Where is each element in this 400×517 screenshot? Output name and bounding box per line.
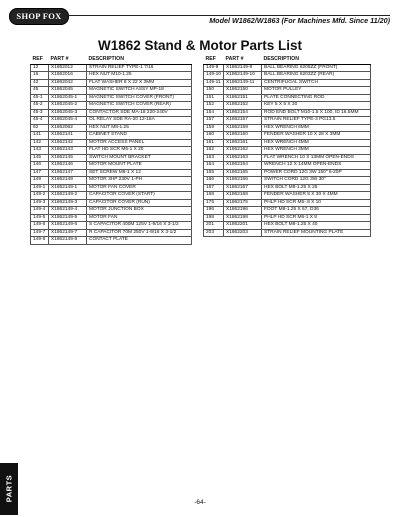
ref-cell: 160 (204, 132, 224, 140)
description-cell: HEX BOLT M8-1.25 X 40 (262, 222, 371, 230)
description-cell: HEX NUT M8-1.25 (87, 124, 192, 132)
table-row (31, 132, 192, 140)
table-row (31, 139, 192, 147)
table-row (204, 192, 371, 200)
description-cell: CAPACITOR COVER (RUN) (87, 199, 192, 207)
description-cell: SET SCREW M6-1 X 12 (87, 169, 192, 177)
table-row (204, 169, 371, 177)
description-cell: CONTACT PLATE (87, 237, 192, 245)
ref-cell: 45-3 (31, 109, 49, 117)
page-number: -64- (194, 499, 206, 506)
table-row (31, 72, 192, 80)
description-cell: CONTACTOR SDE MA-18 220-240V (87, 109, 192, 117)
ref-cell: 16 (31, 72, 49, 80)
description-cell: MOTOR FAN COVER (87, 184, 192, 192)
ref-cell: 167 (204, 184, 224, 192)
table-row (204, 139, 371, 147)
description-cell: ROD END BOLT M10-1.5 X 100, ID 16.5MM (262, 109, 371, 117)
description-cell: SWITCH CORD 12G 3W 30" (262, 177, 371, 185)
part-number-cell: X1862165 (224, 169, 262, 177)
table-row (31, 169, 192, 177)
table-row (204, 222, 371, 230)
part-header: PART # (49, 56, 87, 64)
table-row (31, 147, 192, 155)
part-number-cell: X1862147 (49, 169, 87, 177)
table-row (204, 72, 371, 80)
description-cell: MOTOR ACCESS PANEL (87, 139, 192, 147)
part-number-cell: X1862045-3 (49, 109, 87, 117)
ref-cell: 149-4 (31, 207, 49, 215)
description-cell: HEX BOLT M8-1.25 X 25 (262, 184, 371, 192)
table-row (31, 64, 192, 72)
part-number-cell: X1862145 (49, 154, 87, 162)
ref-cell: 45-1 (31, 94, 49, 102)
table-row (31, 199, 192, 207)
description-cell: MOTOR 3HP 230V 1-PH (87, 177, 192, 185)
table-row (204, 94, 371, 102)
ref-cell: 163 (204, 154, 224, 162)
part-number-cell: X1862149-6 (49, 222, 87, 230)
table-row (31, 229, 192, 237)
shop-fox-logo (9, 8, 69, 25)
table-row (204, 214, 371, 222)
description-cell: HEX WRENCH 3MM (262, 147, 371, 155)
ref-cell: 159 (204, 124, 224, 132)
table-row (31, 222, 192, 230)
ref-cell: 203 (204, 229, 224, 237)
ref-cell: 149-3 (31, 199, 49, 207)
part-number-cell: X1862159 (224, 124, 262, 132)
description-cell: MOTOR JUNCTION BOX (87, 207, 192, 215)
description-cell: MAGNETIC SWITCH COVER (REAR) (87, 102, 192, 110)
description-header: DESCRIPTION (87, 56, 192, 64)
part-number-cell: X1862016 (49, 72, 87, 80)
table-row (204, 147, 371, 155)
part-number-cell: X1862143 (49, 147, 87, 155)
part-number-cell: X1862152 (224, 102, 262, 110)
ref-cell: 201 (204, 222, 224, 230)
part-number-cell: X1862149-4 (49, 207, 87, 215)
table-row (31, 124, 192, 132)
table-row (31, 207, 192, 215)
table-row (31, 154, 192, 162)
description-cell: BALL BEARING 6203ZZ (REAR) (262, 72, 371, 80)
description-header: DESCRIPTION (262, 56, 371, 64)
ref-header: REF (31, 56, 49, 64)
table-row (31, 109, 192, 117)
ref-cell: 147 (31, 169, 49, 177)
description-cell: FLAT WASHER 8 X 22 X 3MM (87, 79, 192, 87)
description-cell: PHLP HD SCR M6-1 X 8 (262, 214, 371, 222)
part-number-cell: X1862045-1 (49, 94, 87, 102)
description-cell: FENDER WASHER 8 X 30 X 4MM (262, 192, 371, 200)
logo-text: SHOP FOX (16, 11, 62, 21)
ref-cell: 154 (204, 109, 224, 117)
part-number-cell: X1862150 (224, 87, 262, 95)
ref-cell: 151 (204, 94, 224, 102)
description-cell: CAPACITOR COVER (START) (87, 192, 192, 200)
part-number-cell: X1862149-3 (49, 199, 87, 207)
part-number-cell: X1862157 (224, 117, 262, 125)
table-row (31, 79, 192, 87)
ref-cell: 45 (31, 87, 49, 95)
description-cell: BALL BEARING 6205ZZ (FRONT) (262, 64, 371, 72)
part-number-cell: X1862164 (224, 162, 262, 170)
part-number-cell: X1862149 (49, 177, 87, 185)
ref-cell: 149-7 (31, 229, 49, 237)
ref-cell: 149-10 (204, 72, 224, 80)
ref-cell: 149-1 (31, 184, 49, 192)
table-row (31, 102, 192, 110)
description-cell: R CAPACITOR 70M 250V 1-9/16 X 3-1/2 (87, 229, 192, 237)
part-number-cell: X1862149-9 (224, 64, 262, 72)
description-cell: PLATE CONNECTING ROD (262, 94, 371, 102)
part-number-cell: X1862149-7 (49, 229, 87, 237)
description-cell: MOTOR FAN (87, 214, 192, 222)
table-row (31, 237, 192, 245)
part-number-cell: X1862160 (224, 132, 262, 140)
part-number-cell: X1862151 (224, 94, 262, 102)
part-number-cell: X1862062 (49, 124, 87, 132)
description-cell: HEX WRENCH 4MM (262, 139, 371, 147)
part-number-cell: X1862146 (49, 162, 87, 170)
ref-cell: 141 (31, 132, 49, 140)
part-number-cell: X1862141 (49, 132, 87, 140)
table-row (204, 124, 371, 132)
table-row (204, 199, 371, 207)
ref-cell: 42 (31, 79, 49, 87)
description-cell: HEX NUT M10-1.25 (87, 72, 192, 80)
description-cell: FLAT WRENCH 10 X 13MM OPEN-ENDS (262, 154, 371, 162)
part-number-cell: X1862149-10 (224, 72, 262, 80)
description-cell: STRAIN RELIEF MOUNTING PLATE (262, 229, 371, 237)
description-cell: PHLP HD SCR M5-.8 X 10 (262, 199, 371, 207)
part-number-cell: X1862042 (49, 79, 87, 87)
ref-cell: 142 (31, 139, 49, 147)
description-cell: STRAIN RELIEF TYPE-1 7/16 (87, 64, 192, 72)
table-row (31, 117, 192, 125)
ref-cell: 149-2 (31, 192, 49, 200)
ref-cell: 157 (204, 117, 224, 125)
description-cell: MAGNETIC SWITCH COVER (FRONT) (87, 94, 192, 102)
part-number-cell: X1862149-1 (49, 184, 87, 192)
description-cell: STRAIN RELIEF TYPE-3 PG13.5 (262, 117, 371, 125)
table-row (31, 94, 192, 102)
description-cell: CENTRIFUGAL SWITCH (262, 79, 371, 87)
ref-cell: 45-2 (31, 102, 49, 110)
ref-cell: 12 (31, 64, 49, 72)
part-number-cell: X1862142 (49, 139, 87, 147)
table-row (31, 87, 192, 95)
part-number-cell: X1862168 (224, 192, 262, 200)
table-row (204, 117, 371, 125)
parts-side-tab (0, 463, 18, 515)
table-row (204, 154, 371, 162)
part-number-cell: X1862045-4 (49, 117, 87, 125)
parts-table-left (30, 56, 192, 245)
part-number-cell: X1862149-11 (224, 79, 262, 87)
description-cell: S CAPACITOR 400M 125V 1-9/16 X 3-1/2 (87, 222, 192, 230)
description-cell: MOTOR MOUNT PLATE (87, 162, 192, 170)
ref-header: REF (204, 56, 224, 64)
table-row (204, 184, 371, 192)
ref-cell: 45-4 (31, 117, 49, 125)
table-row (31, 162, 192, 170)
description-cell: WRENCH 12 X 14MM OPEN-ENDS (262, 162, 371, 170)
part-number-cell: X1862203 (224, 229, 262, 237)
ref-cell: 196 (204, 207, 224, 215)
part-number-cell: X1862163 (224, 154, 262, 162)
ref-cell: 149 (31, 177, 49, 185)
ref-cell: 165 (204, 169, 224, 177)
side-tab-label: PARTS (4, 474, 14, 503)
table-header-row (204, 56, 371, 64)
part-number-cell: X1862149-2 (49, 192, 87, 200)
parts-table-right (203, 56, 371, 237)
table-header-row (31, 56, 192, 64)
part-number-cell: X1862166 (224, 177, 262, 185)
ref-cell: 198 (204, 214, 224, 222)
description-cell: POWER CORD 12G 3W 150" 6-20P (262, 169, 371, 177)
ref-cell: 149-9 (204, 64, 224, 72)
part-number-cell: X1862201 (224, 222, 262, 230)
description-cell: FENDER WASHER 10 X 28 X 3MM (262, 132, 371, 140)
part-number-cell: X1862045 (49, 87, 87, 95)
ref-cell: 164 (204, 162, 224, 170)
part-number-cell: X1862198 (224, 214, 262, 222)
ref-cell: 145 (31, 154, 49, 162)
ref-cell: 175 (204, 199, 224, 207)
ref-cell: 149-11 (204, 79, 224, 87)
part-number-cell: X1862161 (224, 139, 262, 147)
part-number-cell: X1862167 (224, 184, 262, 192)
ref-cell: 62 (31, 124, 49, 132)
description-cell: KEY 5 X 5 X 30 (262, 102, 371, 110)
ref-cell: 166 (204, 177, 224, 185)
ref-cell: 143 (31, 147, 49, 155)
part-number-cell: X1862149-8 (49, 237, 87, 245)
part-number-cell: X1862162 (224, 147, 262, 155)
table-row (31, 177, 192, 185)
model-line: Model W1862/W1863 (For Machines Mfd. Since 11/20) (209, 16, 390, 25)
table-row (204, 177, 371, 185)
table-row (204, 87, 371, 95)
table-row (204, 132, 371, 140)
table-row (204, 229, 371, 237)
ref-cell: 149-8 (31, 237, 49, 245)
description-cell: HEX WRENCH 6MM (262, 124, 371, 132)
table-row (204, 102, 371, 110)
description-cell: FOOT M8-1.25 X 67, D36 (262, 207, 371, 215)
page-title: W1862 Stand & Motor Parts List (97, 38, 303, 53)
part-number-cell: X1862154 (224, 109, 262, 117)
description-cell: CABINET STAND (87, 132, 192, 140)
part-header: PART # (224, 56, 262, 64)
table-row (204, 64, 371, 72)
ref-cell: 149-6 (31, 222, 49, 230)
ref-cell: 168 (204, 192, 224, 200)
table-row (31, 192, 192, 200)
ref-cell: 161 (204, 139, 224, 147)
ref-cell: 146 (31, 162, 49, 170)
description-cell: MOTOR PULLEY (262, 87, 371, 95)
description-cell: OL RELAY SDE RA-20 12-18A (87, 117, 192, 125)
part-number-cell: X1862045-2 (49, 102, 87, 110)
table-row (204, 162, 371, 170)
table-row (204, 109, 371, 117)
part-number-cell: X1862149-5 (49, 214, 87, 222)
table-row (31, 184, 192, 192)
ref-cell: 150 (204, 87, 224, 95)
table-row (31, 214, 192, 222)
description-cell: MAGNETIC SWITCH ASSY MP-18 (87, 87, 192, 95)
table-row (204, 79, 371, 87)
part-number-cell: X1862012 (49, 64, 87, 72)
description-cell: SWITCH MOUNT BRACKET (87, 154, 192, 162)
ref-cell: 152 (204, 102, 224, 110)
ref-cell: 162 (204, 147, 224, 155)
ref-cell: 149-5 (31, 214, 49, 222)
description-cell: FLAT HD SCR M6-1 X 20 (87, 147, 192, 155)
table-row (204, 207, 371, 215)
part-number-cell: X1862196 (224, 207, 262, 215)
part-number-cell: X1862175 (224, 199, 262, 207)
